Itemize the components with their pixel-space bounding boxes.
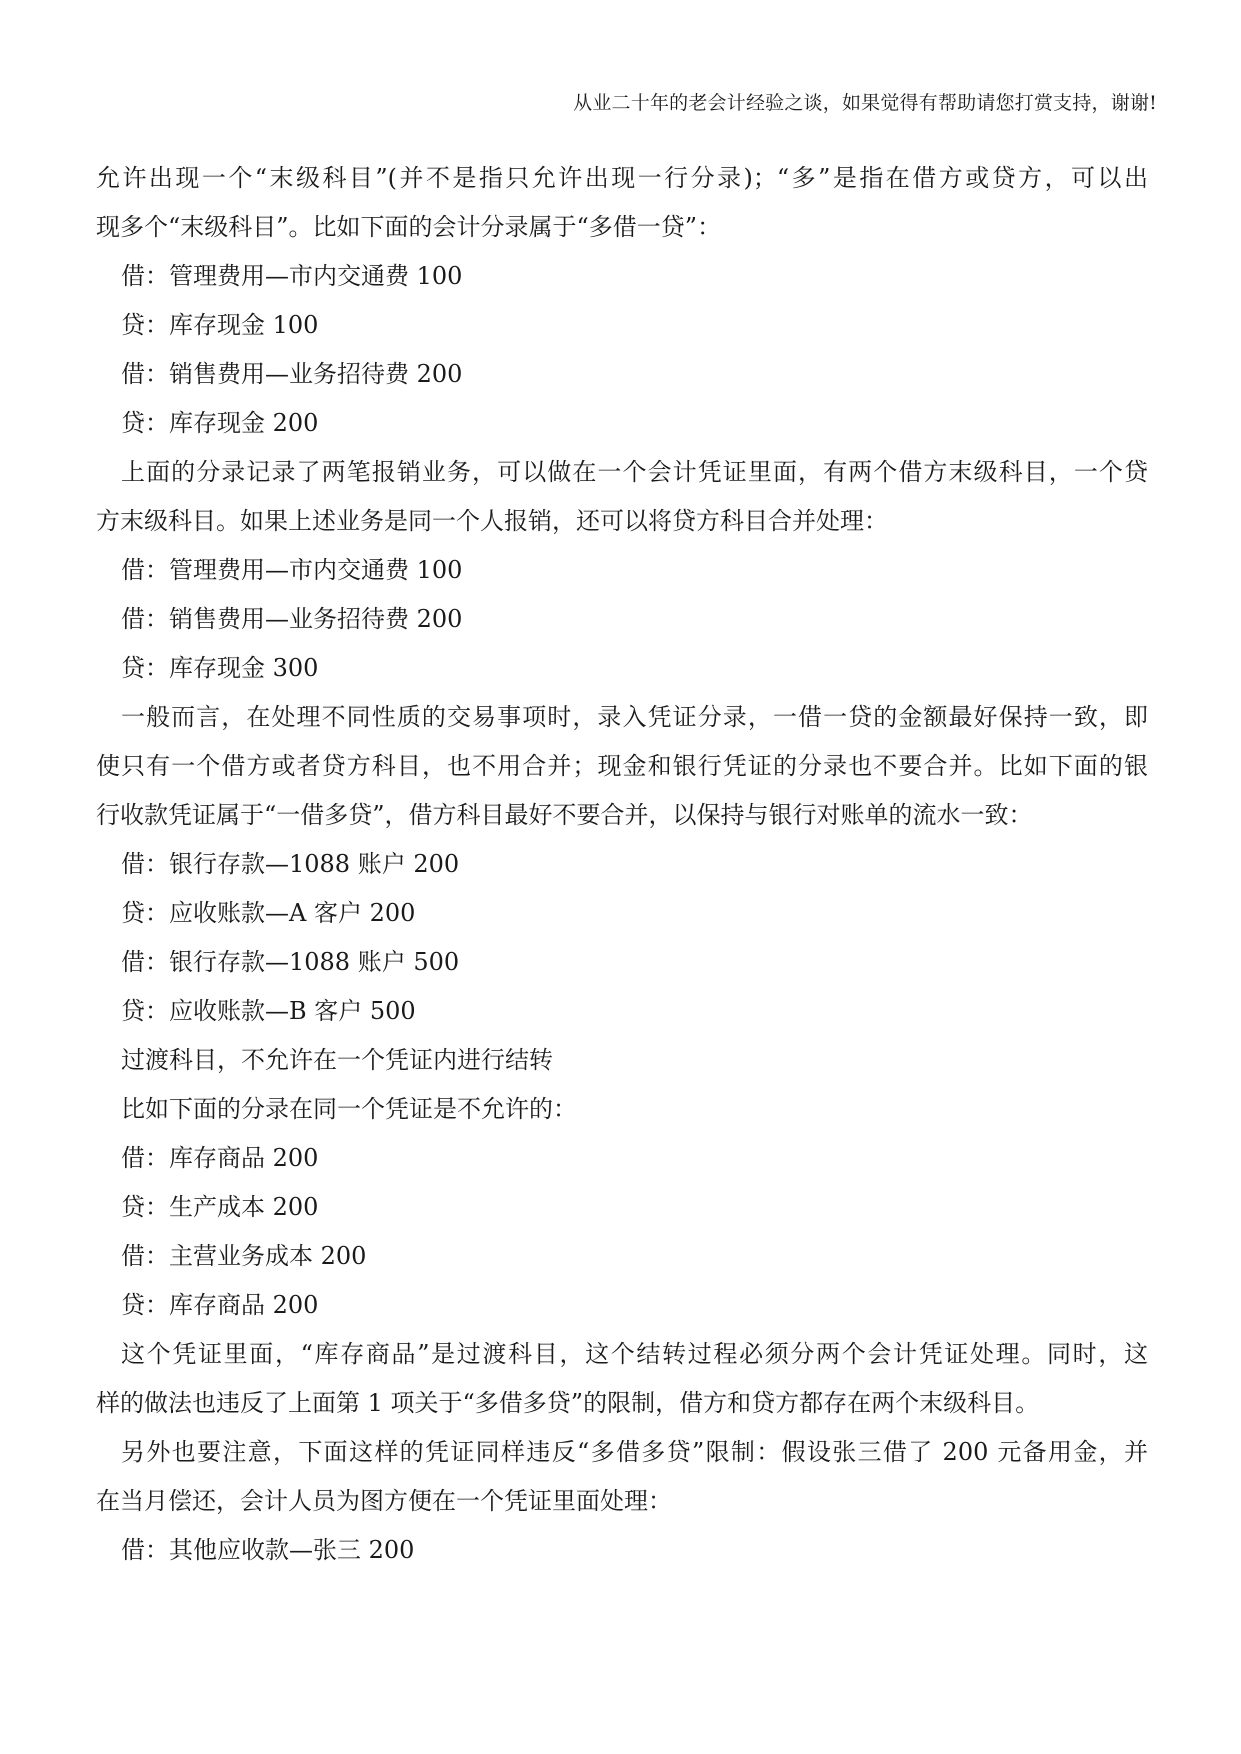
text-line: 过渡科目，不允许在一个凭证内进行结转 — [121, 1046, 553, 1074]
text-line: 允许出现一个“末级科目”(并不是指只允许出现一行分录)；“多”是指在借方或贷方，可以出 — [96, 164, 1148, 192]
entry-line: 借：库存商品 200 — [121, 1144, 319, 1172]
text-line: 比如下面的分录在同一个凭证是不允许的： — [121, 1095, 577, 1123]
text-line: 现多个“末级科目”。比如下面的会计分录属于“多借一贷”： — [96, 213, 722, 241]
header-note: 从业二十年的老会计经验之谈，如果觉得有帮助请您打赏支持，谢谢! — [573, 92, 1157, 114]
text-line: 另外也要注意，下面这样的凭证同样违反“多借多贷”限制：假设张三借了 200 元备用金，并 — [121, 1438, 1148, 1466]
entry-line: 借：销售费用—业务招待费 200 — [121, 605, 463, 633]
entry-line: 贷：库存现金 100 — [121, 311, 319, 339]
text-line: 行收款凭证属于“一借多贷”，借方科目最好不要合并，以保持与银行对账单的流水一致： — [96, 801, 1033, 829]
entry-line: 贷：生产成本 200 — [121, 1193, 319, 1221]
text-line: 样的做法也违反了上面第 1 项关于“多借多贷”的限制，借方和贷方都存在两个末级科目。 — [96, 1389, 1040, 1417]
entry-line: 借：销售费用—业务招待费 200 — [121, 360, 463, 388]
entry-line: 贷：应收账款—B 客户 500 — [121, 997, 416, 1025]
entry-line: 借：银行存款—1088 账户 500 — [121, 948, 460, 976]
entry-line: 借：主营业务成本 200 — [121, 1242, 367, 1270]
entry-line: 贷：库存现金 300 — [121, 654, 319, 682]
entry-line: 借：银行存款—1088 账户 200 — [121, 850, 460, 878]
text-line: 方末级科目。如果上述业务是同一个人报销，还可以将贷方科目合并处理： — [96, 507, 888, 535]
entry-line: 贷：库存现金 200 — [121, 409, 319, 437]
text-line: 在当月偿还，会计人员为图方便在一个凭证里面处理： — [96, 1487, 672, 1515]
text-line: 使只有一个借方或者贷方科目，也不用合并；现金和银行凭证的分录也不要合并。比如下面的银 — [96, 752, 1148, 780]
entry-line: 借：管理费用—市内交通费 100 — [121, 556, 463, 584]
entry-line: 贷：库存商品 200 — [121, 1291, 319, 1319]
text-line: 上面的分录记录了两笔报销业务，可以做在一个会计凭证里面，有两个借方末级科目，一个贷 — [121, 458, 1148, 486]
text-line: 一般而言，在处理不同性质的交易事项时，录入凭证分录，一借一贷的金额最好保持一致，即 — [121, 703, 1148, 731]
text-line: 这个凭证里面，“库存商品”是过渡科目，这个结转过程必须分两个会计凭证处理。同时，这 — [121, 1340, 1148, 1368]
entry-line: 借：管理费用—市内交通费 100 — [121, 262, 463, 290]
document-body — [96, 154, 1148, 1575]
entry-line: 贷：应收账款—A 客户 200 — [121, 899, 416, 927]
entry-line: 借：其他应收款—张三 200 — [121, 1536, 415, 1564]
